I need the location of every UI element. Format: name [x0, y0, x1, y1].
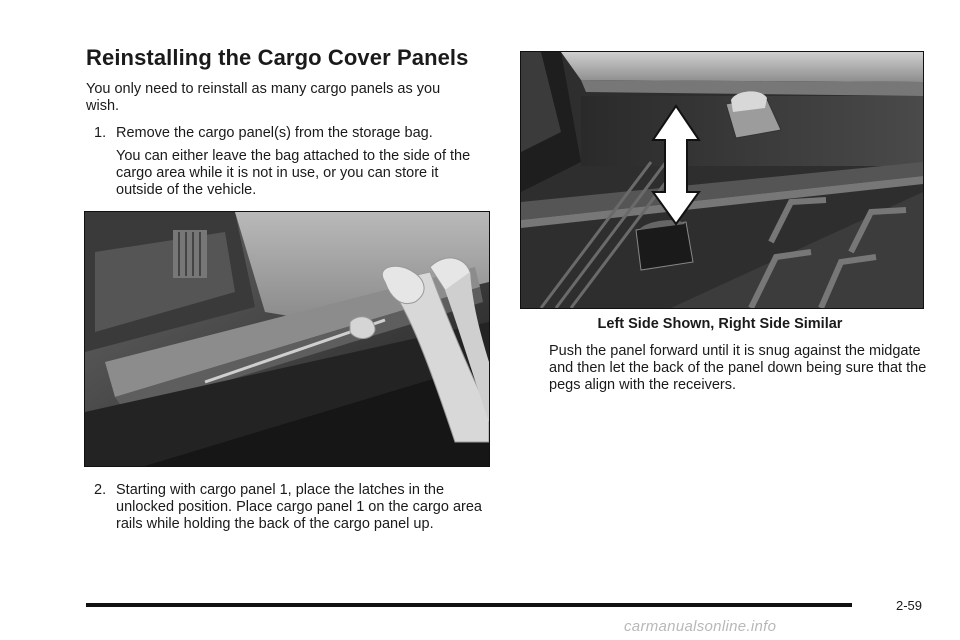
peg-receiver-illustration [521, 52, 923, 308]
cargo-panel-install-illustration [85, 212, 489, 466]
intro-paragraph: You only need to reinstall as many cargo panels as you wish. [86, 81, 441, 114]
page-number: 2-59 [896, 598, 923, 613]
step-1-text: Remove the cargo panel(s) from the storage bag. [116, 125, 433, 141]
push-instructions: Push the panel forward until it is snug against the midgate and then let the back of the panel down being sure that the pegs align with the receivers. [549, 343, 927, 393]
watermark: carmanualsonline.info [624, 618, 777, 635]
figure-caption: Left Side Shown, Right Side Similar [597, 316, 843, 332]
step-2-text: Starting with cargo panel 1, place the latches in the unlocked position. Place cargo panel 1 on the cargo area rails while holding the back of the cargo panel up. [116, 482, 482, 532]
step-1-number: 1. [94, 125, 107, 141]
footer-rule [86, 603, 852, 607]
step-2-number: 2. [94, 482, 107, 498]
cargo-panel-install-photo [84, 211, 490, 467]
step-1-note: You can either leave the bag attached to the side of the cargo area while it is not in use, or you can store it outside of the vehicle. [116, 148, 471, 198]
page-title: Reinstalling the Cargo Cover Panels [86, 45, 469, 70]
peg-receiver-photo [520, 51, 924, 309]
